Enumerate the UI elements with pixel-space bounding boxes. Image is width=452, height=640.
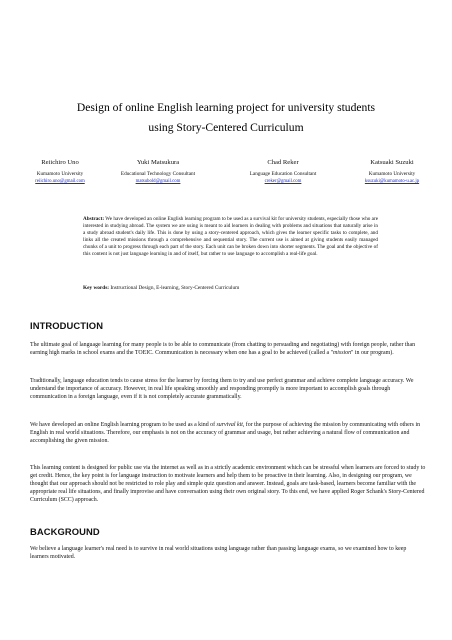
author-email-link[interactable]: matsubold@gmail.com <box>135 179 181 184</box>
intro-paragraph-4: This learning content is designed for public use via the internet as well as in a strictly academic environment which can be stressful when learners are forced to study to get credit. Hence, the key point is for language instruction to motivate learners and help them to be proactive in their learning. Also, in designing our program, we thought that our approach should not be restricted to role play and simple quiz question and answer. Instead, goals are task-based, learners become familiar with the appropriate real life situations, and finally improvise and have conversation using their own original story. To this end, we have applied Roger Schank's Story-Centered Curriculum (SCC) approach. <box>30 465 426 503</box>
introduction-heading: INTRODUCTION <box>30 320 104 331</box>
author-2 <box>98 158 218 185</box>
abstract-label: Abstract <box>83 216 103 222</box>
author-affiliation: Language Education Consultant <box>249 171 317 177</box>
intro-paragraph-2: Traditionally, language education tends to cause stress for the learner by forcing them to try and use perfect grammar and achieve complete language accuracy. We understand the importance of accuracy. However, in real life speaking smoothly and responding promptly is more important to accomplish goals through communication in a foreign language, even if it is not completely accurate grammatically. <box>30 378 414 400</box>
author-name: Katsuaki Suzuki <box>370 159 414 166</box>
author-name: Yuki Matsukura <box>136 159 180 166</box>
intro-paragraph-1: The ultimate goal of language learning for many people is to be able to communicate (from chatting to persuading and negotiating) with foreign people, rather than earning high marks in school exams and the TOEIC. Communication is necessary when one has a goal to be achieved (called a "mission" in our program). <box>30 342 416 356</box>
keywords-text: Instructional Design, E-learning, Story-Centered Curriculum <box>110 285 240 291</box>
intro-paragraph-3: We have developed an online English learning program to be used as a kind of survival kit, for the purpose of achieving the mission by communicating with others in English in real world situations. Therefore, our emphasis is not on the accuracy of grammar and usage, but rather achieving a natural flow of communication and accomplishing the given mission. <box>30 422 421 444</box>
author-name: Chad Reker <box>267 159 299 166</box>
background-paragraph-1: We believe a language learner's real need is to survive in real world situations using language rather than passing language exams, so we examined how to keep learners motivated. <box>30 546 407 560</box>
mission-term: mission <box>333 349 352 356</box>
author-4 <box>332 158 452 185</box>
author-affiliation: Educational Technology Consultant <box>120 171 196 177</box>
survival-kit-term: survival kit <box>216 422 243 428</box>
author-email-link[interactable]: reiichiro.uno@gmail.com <box>35 179 85 184</box>
title-line-1: Design of online English learning project for university students <box>76 101 376 114</box>
author-email-link[interactable]: ksuzuki@kumamoto-u.ac.jp <box>364 179 420 184</box>
paper-title <box>40 98 412 138</box>
author-name: Reiichiro Uno <box>41 159 79 166</box>
abstract-text: We have developed an online English learning program to be used as a survival kit for university students, especially those who are interested in studying abroad. The system we are using is meant to aid learners in dealing with problems and situations that naturally arise in a study abroad student's daily life. This is done by using a story-centered approach, which gives the learner specific tasks to complete, and links all the created missions through a comprehensive and sequential story. The current use is aimed at giving students easily managed chunks of a unit to progress through each part of the story. Each unit can be broken down into shorter segments. The goal and the objective of this content is not just language learning in and of itself, but rather to use language to accomplish a real-life goal. <box>83 216 379 257</box>
author-email-link[interactable]: creker@gmail.com <box>264 179 302 184</box>
author-3 <box>223 158 343 185</box>
background-heading: BACKGROUND <box>30 526 100 537</box>
author-affiliation: Kumamoto University <box>36 171 84 177</box>
keywords-label: Key words <box>83 285 108 291</box>
keywords: Key words: Instructional Design, E-learning, Story-Centered Curriculum <box>83 285 240 291</box>
author-affiliation: Kumamoto University <box>368 171 416 177</box>
abstract: Abstract: We have developed an online English learning program to be used as a survival kit for university students, especially those who are interested in studying abroad. The system we are using is meant to aid learners in dealing with problems and situations that naturally arise in a study abroad student's daily life. This is done by using a story-centered approach, which gives the learner specific tasks to complete, and links all the created missions through a comprehensive and sequential story. The current use is aimed at giving students easily managed chunks of a unit to progress through each part of the story. Each unit can be broken down into shorter segments. The goal and the objective of this content is not just language learning in and of itself, but rather to use language to accomplish a real-life goal. <box>83 216 379 257</box>
title-line-2: using Story-Centered Curriculum <box>148 121 304 134</box>
